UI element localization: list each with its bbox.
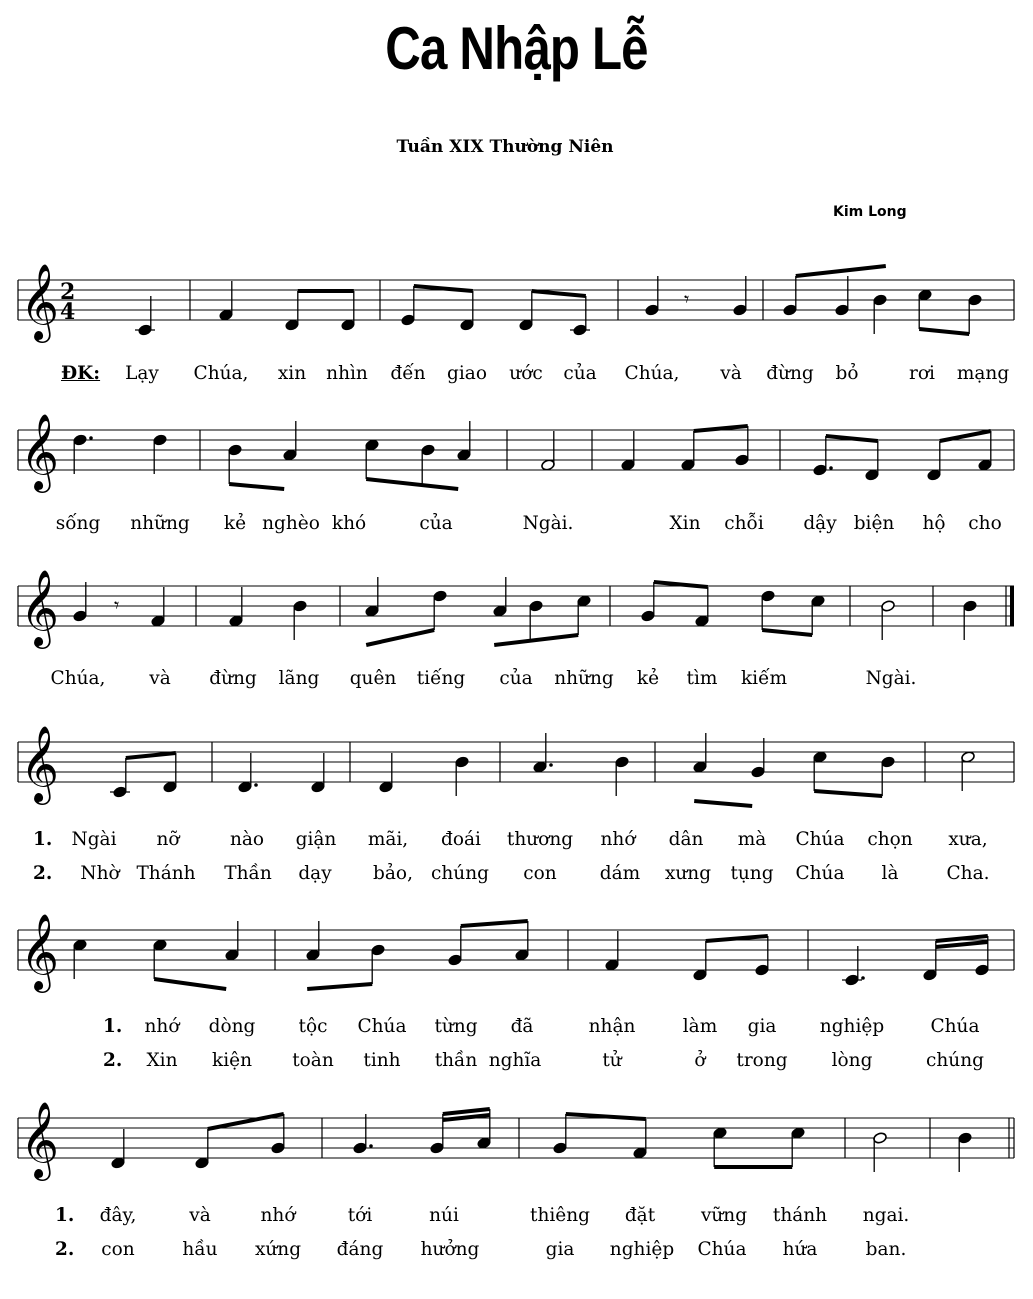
- lyric-word: ngai.: [862, 1205, 910, 1226]
- note-beam: [126, 753, 176, 758]
- note-head: [401, 314, 416, 327]
- note-head: [153, 434, 168, 447]
- note-head: [693, 761, 708, 774]
- note-beam: [936, 942, 988, 947]
- note-beam: [762, 630, 812, 635]
- lyric-word: đã: [510, 1016, 534, 1037]
- note-head: [515, 949, 530, 962]
- lyric-word: nhớ: [260, 1205, 296, 1226]
- note-beam: [814, 791, 882, 796]
- note-beam: [532, 291, 586, 296]
- note-head: [238, 781, 253, 794]
- note-head: [293, 600, 308, 613]
- note-head: [271, 1142, 286, 1155]
- lyric-word: Chúa: [357, 1016, 407, 1037]
- lyric-word: kiện: [212, 1050, 252, 1071]
- note-head: [430, 1142, 445, 1155]
- note-head: [978, 459, 993, 472]
- verse-number: 2.: [33, 863, 53, 884]
- lyric-word: và: [720, 363, 742, 384]
- note-head: [111, 1157, 126, 1170]
- note-dot: [89, 436, 93, 440]
- lyric-word: của: [563, 363, 597, 384]
- lyric-word: đoái: [441, 829, 481, 850]
- note-head: [228, 444, 243, 457]
- note-head: [881, 600, 896, 613]
- note-beam: [443, 1109, 490, 1114]
- lyric-word: nghiệp: [609, 1239, 675, 1260]
- note-head: [455, 756, 470, 769]
- treble-clef-icon: 𝄞: [20, 569, 60, 646]
- note-head: [163, 781, 178, 794]
- note-head: [963, 600, 978, 613]
- note-beam: [208, 1114, 284, 1129]
- lyric-word: rơi: [909, 363, 935, 384]
- note-head: [219, 309, 234, 322]
- note-head: [577, 595, 592, 608]
- lyric-word: mãi,: [367, 829, 409, 850]
- note-head: [113, 786, 128, 799]
- lyric-word: và: [149, 668, 171, 689]
- eighth-rest-icon: 𝄾: [114, 593, 120, 617]
- lyric-word: dân: [668, 829, 704, 850]
- note-head: [641, 610, 656, 623]
- note-head: [353, 1142, 368, 1155]
- note-head: [573, 324, 588, 337]
- treble-clef-icon: 𝄞: [20, 263, 60, 340]
- lyric-word: Xin: [146, 1050, 178, 1071]
- note-head: [695, 615, 710, 628]
- lyric-word: tử: [602, 1050, 622, 1071]
- lyric-word: và: [189, 1205, 211, 1226]
- note-head: [311, 781, 326, 794]
- note-head: [283, 449, 298, 462]
- lyric-word: giận: [295, 829, 337, 850]
- lyric-word: Ngài: [71, 829, 117, 850]
- lyric-word: của: [419, 513, 453, 534]
- note-dot: [549, 763, 553, 767]
- lyric-word: từng: [434, 1016, 478, 1037]
- lyric-word: Chúa,: [624, 363, 680, 384]
- lyric-word: gia: [545, 1239, 575, 1260]
- lyric-word: nhớ: [600, 829, 636, 850]
- refrain-label: ĐK:: [61, 363, 101, 384]
- lyric-word: xưng: [664, 863, 712, 884]
- note-head: [681, 459, 696, 472]
- lyric-word: dạy: [298, 863, 332, 884]
- lyric-word: đến: [390, 363, 426, 384]
- note-head: [433, 590, 448, 603]
- lyric-word: nỡ: [156, 829, 180, 850]
- note-head: [918, 289, 933, 302]
- note-beam: [307, 984, 372, 989]
- lyric-word: chọn: [867, 829, 913, 850]
- lyric-word: hưởng: [420, 1239, 480, 1260]
- lyric-word: Nhờ: [80, 863, 120, 884]
- treble-clef-icon: 𝄞: [20, 413, 60, 490]
- song-title: Ca Nhập Lễ: [385, 15, 648, 82]
- note-head: [961, 751, 976, 764]
- note-head: [873, 1132, 888, 1145]
- lyric-word: chúng: [431, 863, 489, 884]
- lyric-word: thương: [506, 829, 574, 850]
- lyric-word: toàn: [292, 1050, 334, 1071]
- lyric-word: kiếm: [740, 668, 788, 689]
- verse-number: 2.: [55, 1239, 75, 1260]
- lyric-word: con: [101, 1239, 135, 1260]
- lyric-word: hộ: [922, 513, 946, 534]
- lyric-word: Chúa,: [193, 363, 249, 384]
- treble-clef-icon: 𝄞: [20, 913, 60, 990]
- time-signature-top: 2: [60, 279, 76, 305]
- lyric-word: sống: [55, 513, 101, 534]
- note-head: [73, 610, 88, 623]
- lyric-word: Chúa: [697, 1239, 747, 1260]
- lyric-word: đừng: [766, 363, 814, 384]
- note-head: [195, 1157, 210, 1170]
- lyric-word: đây,: [99, 1205, 137, 1226]
- eighth-rest-icon: 𝄾: [684, 287, 690, 311]
- note-head: [783, 304, 798, 317]
- note-beam: [796, 266, 886, 276]
- lyric-word: con: [523, 863, 557, 884]
- lyric-word: tụng: [730, 863, 774, 884]
- note-head: [457, 449, 472, 462]
- lyric-word: bỏ: [835, 363, 859, 384]
- lyric-word: Ngài.: [865, 668, 917, 689]
- note-head: [151, 615, 166, 628]
- lyric-word: hầu: [182, 1239, 218, 1260]
- note-head: [421, 444, 436, 457]
- time-signature-bottom: 4: [60, 299, 76, 325]
- note-head: [958, 1132, 973, 1145]
- note-head: [968, 294, 983, 307]
- note-head: [519, 319, 534, 332]
- lyric-word: quên: [349, 668, 397, 689]
- lyric-word: chỗi: [724, 513, 764, 534]
- verse-number: 2.: [103, 1050, 123, 1071]
- note-head: [553, 1142, 568, 1155]
- note-dot: [254, 783, 258, 787]
- lyric-word: Thánh: [136, 863, 196, 884]
- note-head: [735, 454, 750, 467]
- note-head: [529, 600, 544, 613]
- lyric-word: mạng: [956, 363, 1010, 384]
- verse-number: 1.: [103, 1016, 123, 1037]
- note-head: [845, 974, 860, 987]
- verse-number: 1.: [55, 1205, 75, 1226]
- lyric-word: nghiệp: [819, 1016, 885, 1037]
- lyric-word: thiêng: [530, 1205, 590, 1226]
- lyric-word: là: [881, 863, 899, 884]
- lyric-word: ước: [509, 363, 543, 384]
- composer-name: Kim Long: [833, 204, 907, 220]
- lyric-word: xin: [277, 363, 307, 384]
- note-head: [835, 304, 850, 317]
- lyric-word: gia: [747, 1016, 777, 1037]
- note-beam: [919, 329, 969, 334]
- lyric-word: ban.: [865, 1239, 907, 1260]
- note-head: [341, 319, 356, 332]
- note-beam: [494, 635, 578, 645]
- note-head: [138, 324, 153, 337]
- lyric-word: Chúa: [795, 829, 845, 850]
- note-head: [927, 469, 942, 482]
- lyric-word: những: [554, 668, 614, 689]
- lyric-word: bảo,: [373, 863, 413, 884]
- note-head: [379, 781, 394, 794]
- note-head: [493, 605, 508, 618]
- note-head: [923, 969, 938, 982]
- note-head: [605, 959, 620, 972]
- lyric-word: đặt: [624, 1205, 656, 1226]
- lyric-word: vững: [700, 1205, 748, 1226]
- note-beam: [366, 479, 458, 489]
- note-head: [229, 615, 244, 628]
- note-head: [751, 766, 766, 779]
- note-head: [865, 469, 880, 482]
- lyric-word: tìm: [686, 668, 718, 689]
- note-head: [365, 439, 380, 452]
- note-head: [975, 964, 990, 977]
- lyric-word: nhớ: [144, 1016, 180, 1037]
- lyric-word: kẻ: [636, 668, 660, 689]
- note-head: [645, 304, 660, 317]
- lyric-word: dòng: [208, 1016, 256, 1037]
- note-beam: [154, 979, 226, 989]
- lyric-word: nhìn: [326, 363, 368, 384]
- treble-clef-icon: 𝄞: [20, 725, 60, 802]
- note-head: [225, 949, 240, 962]
- lyric-word: mà: [737, 829, 767, 850]
- note-head: [371, 944, 386, 957]
- lyric-word: tộc: [298, 1016, 328, 1037]
- lyric-word: Xin: [669, 513, 701, 534]
- note-head: [813, 464, 828, 477]
- lyric-word: làm: [682, 1016, 718, 1037]
- note-head: [533, 761, 548, 774]
- lyric-word: nhận: [588, 1016, 636, 1037]
- note-head: [365, 605, 380, 618]
- lyric-word: Chúa: [795, 863, 845, 884]
- lyric-word: Chúa: [930, 1016, 980, 1037]
- note-head: [633, 1147, 648, 1160]
- lyric-word: đừng: [209, 668, 257, 689]
- note-head: [153, 939, 168, 952]
- lyric-word: lãng: [278, 668, 320, 689]
- note-head: [285, 319, 300, 332]
- treble-clef-icon: 𝄞: [20, 1101, 60, 1178]
- lyric-word: núi: [429, 1205, 459, 1226]
- lyric-word: thần: [434, 1050, 478, 1071]
- note-head: [761, 590, 776, 603]
- lyric-word: kẻ: [223, 513, 247, 534]
- lyric-word: Cha.: [946, 863, 990, 884]
- note-head: [713, 1127, 728, 1140]
- lyric-word: thánh: [772, 1205, 828, 1226]
- note-beam: [366, 630, 434, 645]
- note-beam: [229, 484, 284, 489]
- lyric-word: tiếng: [416, 668, 466, 689]
- lyric-word: nghĩa: [488, 1050, 542, 1071]
- lyric-word: chúng: [926, 1050, 984, 1071]
- lyric-word: của: [499, 668, 533, 689]
- note-head: [73, 434, 88, 447]
- lyric-word: nghèo: [262, 513, 320, 534]
- lyric-word: cho: [968, 513, 1002, 534]
- lyric-word: biện: [853, 513, 895, 534]
- note-head: [306, 949, 321, 962]
- note-head: [733, 304, 748, 317]
- lyric-word: ở: [694, 1050, 706, 1071]
- note-head: [873, 294, 888, 307]
- lyric-word: xứng: [254, 1239, 302, 1260]
- lyric-word: những: [130, 513, 190, 534]
- lyric-word: hứa: [782, 1239, 818, 1260]
- note-beam: [461, 921, 528, 926]
- note-head: [791, 1127, 806, 1140]
- note-head: [477, 1137, 492, 1150]
- note-dot: [829, 466, 833, 470]
- lyric-word: dám: [599, 863, 641, 884]
- note-head: [755, 964, 770, 977]
- lyric-word: Chúa,: [50, 668, 106, 689]
- note-head: [813, 751, 828, 764]
- note-head: [460, 319, 475, 332]
- verse-number: 1.: [33, 829, 53, 850]
- lyric-word: khó: [331, 513, 367, 534]
- note-head: [541, 459, 556, 472]
- song-subtitle: Tuần XIX Thường Niên: [396, 137, 614, 157]
- note-head: [73, 939, 88, 952]
- lyric-word: Lạy: [125, 363, 159, 384]
- note-head: [621, 459, 636, 472]
- lyric-word: lòng: [831, 1050, 873, 1071]
- lyric-word: Ngài.: [522, 513, 574, 534]
- final-barline: [1010, 586, 1014, 626]
- note-beam: [694, 801, 752, 806]
- note-head: [881, 756, 896, 769]
- lyric-word: nào: [229, 829, 265, 850]
- lyric-word: tới: [347, 1205, 373, 1226]
- note-head: [811, 595, 826, 608]
- note-head: [448, 954, 463, 967]
- note-head: [615, 756, 630, 769]
- note-dot: [369, 1144, 373, 1148]
- lyric-word: giao: [447, 363, 487, 384]
- note-beam: [443, 1115, 490, 1120]
- lyric-word: trong: [736, 1050, 788, 1071]
- lyric-word: tinh: [363, 1050, 401, 1071]
- lyric-word: Thần: [224, 863, 272, 884]
- lyric-word: dậy: [803, 513, 837, 534]
- lyric-word: xưa,: [948, 829, 988, 850]
- note-head: [693, 969, 708, 982]
- note-dot: [861, 976, 865, 980]
- lyric-word: đáng: [336, 1239, 384, 1260]
